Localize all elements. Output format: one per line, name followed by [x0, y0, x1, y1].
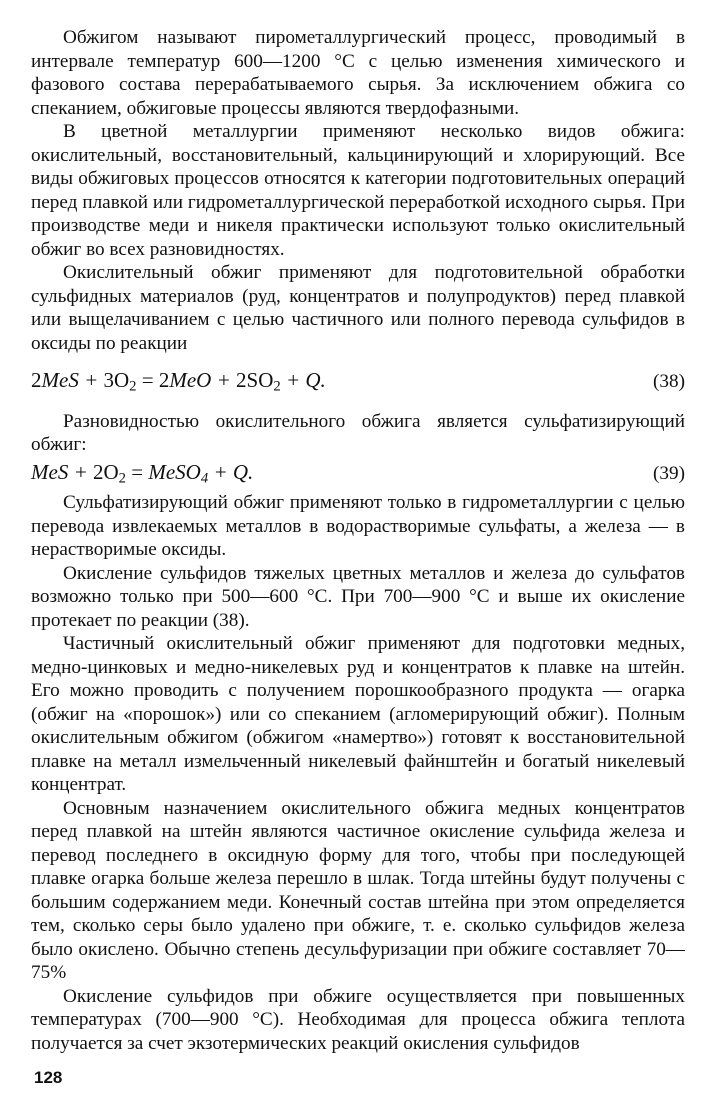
- equation-38-number: (38): [653, 371, 685, 392]
- document-page: [31, 26, 685, 1055]
- paragraph-sulfide-oxidation-temperatures: Окисление сульфидов тяжелых цветных металлов и железа до сульфатов возможно только при 500—600 °С. При 700—900 °С и выше их окисление протекает по реакции (38).: [31, 562, 685, 631]
- equation-39: [31, 461, 685, 486]
- equation-39-number: (39): [653, 462, 685, 484]
- page-number: 128: [34, 1068, 63, 1087]
- paragraph-oxidizing-roasting: Окислительный обжиг применяют для подготовительной обработки сульфидных материалов (руд, концентратов и полупродуктов) перед плавкой или выщелачиванием с целью частичного или полного перевода сульфидов в оксиды по реакции: [31, 262, 685, 354]
- paragraph-roasting-definition: Обжигом называют пирометаллургический процесс, проводимый в интервале температур 600—1200 °С с целью изменения химического и фазового состава перерабатываемого сырья. За исключением обжига со спеканием, обжиговые процессы являются твердофазными.: [31, 27, 685, 119]
- paragraph-copper-concentrates-roasting: Основным назначением окислительного обжига медных концентратов перед плавкой на штейн являются частичное окисление сульфида железа и перевод последнего в оксидную форму для того, чтобы при последующей плавке огарка больше железа перешло в шлак. Тогда штейны будут получены с большим содержанием меди. Конечный состав штейна при этом определяется тем, сколько серы было удалено при обжиге, т. е. сколько сульфидов железа было окислено. Обычно степень десульфуризации при обжиге составляет 70—75%: [31, 797, 685, 983]
- equation-39-formula: MeS + $2O_2$ = MeSO$_4$ + Q.: [31, 459, 254, 487]
- paragraph-sulfatizing-intro: Разновидностью окислительного обжига является сульфатизирующий обжиг:: [31, 410, 685, 455]
- paragraph-sulfatizing-use: Сульфатизирующий обжиг применяют только в гидрометаллургии с целью перевода извлекаемых металлов в водорастворимые сульфаты, а железа — в нерастворимые оксиды.: [31, 492, 685, 560]
- equation-38-formula: $2MeS + 3O_2 = 2MeO + 2SO_2 + Q$.: [31, 368, 326, 395]
- paragraph-roasting-types: В цветной металлургии применяют несколько видов обжига: окислительный, восстановительный, кальцинирующий и хлорирующий. Все виды обжиговых процессов относятся к категории подготовительных операций перед плавкой или гидрометаллургической переработкой исходного сырья. При производстве меди и никеля практически используют только окислительный обжиг во всех разновидностях.: [31, 121, 685, 260]
- paragraph-heat-of-roasting: Окисление сульфидов при обжиге осуществляется при повышенных температурах (700—900 °С). Необходимая для процесса обжига теплота получается за счет экзотермических реакций окисления сульфидов: [31, 985, 685, 1054]
- paragraph-partial-roasting: Частичный окислительный обжиг применяют для подготовки медных, медно-цинковых и медно-никелевых руд и концентратов к плавке на штейн. Его можно проводить с получением порошкообразного продукта — огарка (обжиг на «порошок») или со спеканием (агломерирующий обжиг). Полным окислительным обжигом (обжигом «намертво») готовят к восстановительной плавке на металл измельченный никелевый файнштейн и богатый никелевый концентрат.: [31, 633, 685, 795]
- equation-38: [31, 369, 685, 394]
